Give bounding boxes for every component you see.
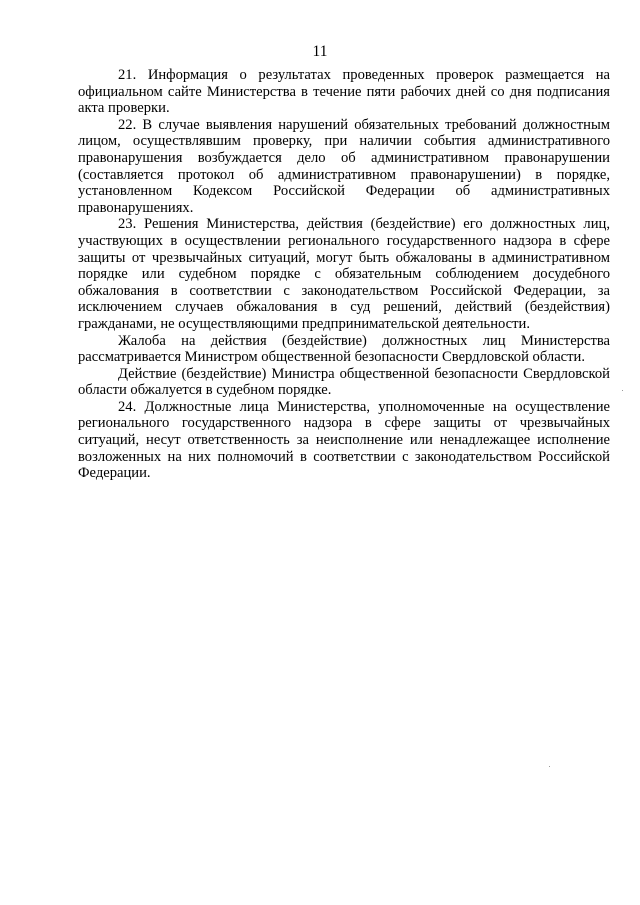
paragraph-complaint: Жалоба на действия (бездействие) должностных лиц Министерства рассматривается Министром общественной безопасности Свердловской области. (78, 332, 610, 366)
document-body (78, 67, 610, 482)
scan-speck (549, 766, 550, 767)
scan-speck (622, 390, 623, 391)
paragraph-21: 21. Информация о результатах проведенных проверок размещается на официальном сайте Министерства в течение пяти рабочих дней со дня подписания акта проверки. (78, 67, 610, 117)
paragraph-minister-action: Действие (бездействие) Министра общественной безопасности Свердловской области обжалуется в судебном порядке. (78, 365, 610, 399)
paragraph-24: 24. Должностные лица Министерства, уполномоченные на осуществление регионального государственного надзора в сфере защиты от чрезвычайных ситуаций, несут ответственность за неисполнение или ненадлежащее исполнение возложенных на них полномочий в соответствии с законодательством Российской Федерации. (78, 398, 610, 482)
paragraph-23: 23. Решения Министерства, действия (бездействие) его должностных лиц, участвующих в осуществлении регионального государственного надзора в сфере защиты от чрезвычайных ситуаций, могут быть обжалованы в административном порядке или судебном порядке с обязательным соблюдением досудебного обжалования в соответствии с законодательством Российской Федерации, за исключением случаев обжалования в суд решений, действий (бездействия) гражданами, не осуществляющими предпринимательской деятельности. (78, 216, 610, 332)
page-number: 11 (312, 43, 328, 60)
paragraph-22: 22. В случае выявления нарушений обязательных требований должностным лицом, осуществлявшим проверку, при наличии события административного правонарушения возбуждается дело об административном правонарушении (составляется протокол об административном правонарушении) в порядке, установленном Кодексом Российской Федерации об административных правонарушениях. (78, 116, 610, 216)
